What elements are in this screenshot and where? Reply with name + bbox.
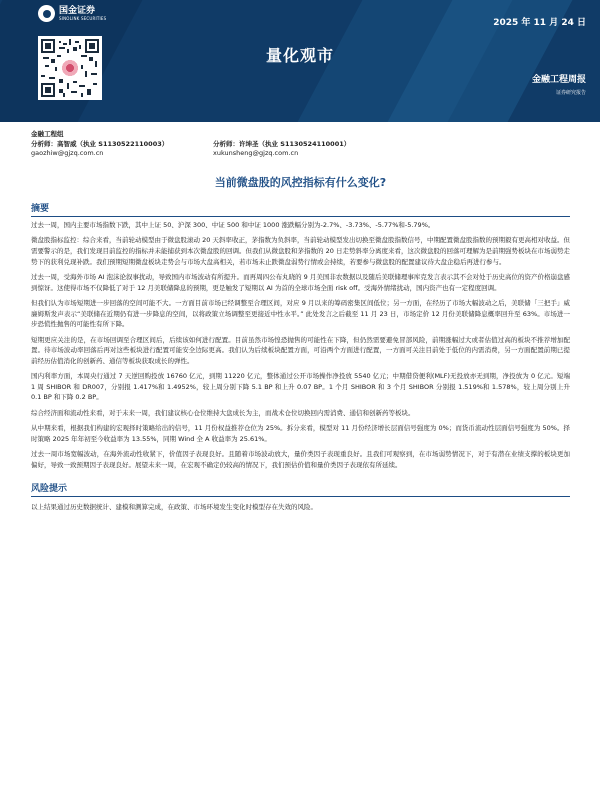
risk-paragraph: 以上结果通过历史数据统计、建模和测算完成，在政策、市场环境发生变化时模型存在失效的风险。 [31,503,317,512]
company-logo [38,5,106,22]
analyst-name: 分析师：许坤圣（执业 S1130524110001） [213,140,351,148]
summary-paragraph: 微盘股指标监控：综合来看，当前轮动模型由于微盘股滚动 20 天斜率收正，茅指数为负斜率，当前轮动模型发出切换至微盘股指数信号，中期配置微盘股指数的预期毅有更高相对收益。但需要警示的是，我们发现目前监控的指标并未能捕获到本次微盘股的回调。但我们从微盘股和茅指数的 20 日走势斜率分离度来看，这次微盘股的回落可理解为是前期强势板块在市场弱势走势下的获利兑现补跌。我们预期短期微盘板块走势会与市场大盘高相关，若市场未止跌微盘弱势行情或会持续，若要参与微盘股的配置建议待大盘企稳后再进行参与。 [31,236,570,266]
report-title: 量化观市 [265,46,334,65]
report-body [31,130,570,513]
analyst-email: gaozhiw@gjzq.com.cn [31,149,104,157]
summary-paragraph: 过去一周，国内主要市场指数下跌，其中上证 50、沪深 300、中证 500 和中证 1000 涨跌幅分别为-2.7%、-3.73%、-5.77%和-5.79%。 [31,221,435,229]
report-date: 2025 年 11 月 24 日 [493,18,586,28]
summary-paragraph: 国内利率方面，本周央行通过 7 天逆回购投放 16760 亿元，到期 11220 亿元，整体通过公开市场操作净投放 5540 亿元；中期借贷便利(MLF)无投放亦无到期，净投放为 0 亿元。短端 1 周 SHIBOR 和 DR007，分别报 1.417%和 1.4952%，较上周分别下降 5.1 BP 和上升 0.07 BP。1 个月 SHIBOR 和 3 个月 SHIBOR 分别报 1.519%和 1.578%，较上周分别上升 0.1 BP 和下降 0.2 BP。 [31,372,570,402]
analyst-item [31,140,213,158]
analyst-list [31,140,570,158]
logo-name-en: SINOLINK SECURITIES [59,16,107,21]
summary-paragraph: 短期更应关注的是，在市场回调至合理区间后，后续该如何进行配置。目前虽然市场惶恐抛售的可能性在下降，但仍然需要避免冒部风险，前期涨幅过大或者估值过高的板块不推荐增加配置。待市场波动率回落后再对这些板块进行配置可能安全边际更高。我们认为后续板块配置方面，可沿两个方面进行配置，一方面可关注目前处于低位的内需消费，另一方面配置前期已提前经历估值消化的创新药、通信等板块获取成长的弹性。 [31,335,570,365]
summary-paragraph: 过去一周市场宽幅波动，在海外流动性收紧下，价值因子表现良好。且随着市场波动放大，量价类因子表现重良好。且我们可观察到，在市场弱势情况下，对于有潜在业绩支撑的板块更加偏好，导致一致预期因子表现良好。展望未来一周，在宏观不确定仍较高的情况下，我们预估价值和量价类因子表现依有所延续。 [31,450,570,469]
logo-name-cn: 国金证券 [59,6,96,16]
summary-paragraph: 综合经济面和流动性来看，对于未来一周，我们建议核心仓位维持大盘成长为主，而战术仓位切换回内需消费、通信和创新药等板块。 [31,408,415,417]
summary-paragraph: 从中期来看，根据我们构建的宏观择时策略给出的信号，11 月份权益推荐仓位为 25%。拆分来看，模型对 11 月份经济增长层面信号强度为 0%；而货币流动性层面信号强度为 50%。择时策略 2025 年年初至今收益率为 13.55%，同期 Wind 全 A 收益率为 25.61%。 [31,424,570,443]
summary-paragraph: 过去一周，受海外市场 AI 泡沫论叙事扰动，导致国内市场波动有所提升。而再周四公布丸晓的 9 月美国非农数据以及随后美联储理事库克发言表示其不会对处于历史高位的资产价格崩盘感到惊讶。这使得市场不仅降低了对于 12 月美联储降息的预期，更是触发了短期以 AI 为首的全球市场全面 risk off。受海外情绪扰动，国内资产也有一定程度回调。 [31,272,570,292]
summary-heading: 摘要 [31,204,570,217]
document-headline: 当前微盘股的风控指标有什么变化? [214,176,387,189]
report-subtype: 证券研究报告 [555,90,586,96]
risk-heading: 风险提示 [31,484,570,497]
summary-paragraph: 但我们认为市场短期进一步回落的空间可能不大。一方面目前市场已经调整至合理区间，对应 9 月以来的筹码密集区间低位；另一方面，在经历了市场大幅波动之后，美联储「三把手」威廉姆斯发声表示“美联储在近期仍有进一步降息的空间，以将政策立场调整至更接近中性水平。” 此处发言之后截至 11 月 23 日，市场定价 12 月份美联储降息概率回升至 63%。市场进一步恐慌性抛售的可能性有所下降。 [31,298,570,329]
report-header [0,0,600,122]
analyst-name: 分析师：高智威（执业 S1130522110003） [31,140,169,148]
logo-icon [38,5,55,22]
analyst-item [213,140,395,158]
research-group: 金融工程组 [31,130,64,138]
analyst-email: xukunsheng@gjzq.com.cn [213,149,299,157]
report-type: 金融工程周报 [531,75,586,85]
